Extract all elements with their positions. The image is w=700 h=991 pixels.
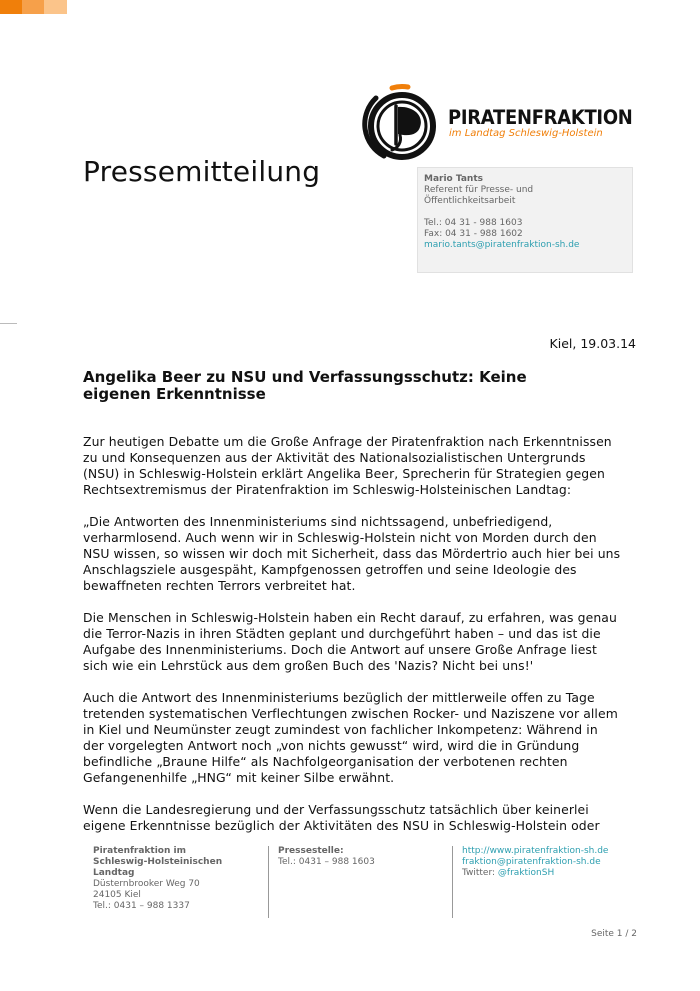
body-paragraph: „Die Antworten des Innenministeriums sind nichtssagend, unbefriedigend, verharmlosend. Auch wenn wir in Schleswig-Holstein nicht von Morden durch den NSU wissen, so wissen wir doch mit Sicherheit, dass das Mördertrio auch hier bei uns Anschlagsziele ausgespäht, Kampfgenossen getroffen und seine Ideologie des bewaffneten rechten Terrors verbreitet hat.: [83, 514, 621, 593]
pirate-sail-logo-icon: [362, 82, 442, 166]
logo-name: PIRATENFRAKTION: [448, 106, 633, 129]
footer-press-phone: Tel.: 0431 – 988 1603: [278, 857, 375, 867]
release-date: Kiel, 19.03.14: [549, 336, 636, 351]
press-contact-box: [417, 167, 633, 273]
footer-press-office: [268, 846, 450, 918]
contact-fax: Fax: 04 31 - 988 1602: [424, 229, 523, 239]
body-paragraph: Auch die Antwort des Innenministeriums bezüglich der mittlerweile offen zu Tage tretenden systematischen Verflechtungen zwischen Rocker- und Naziszene vor allem in Kiel und Neumünster zeugt zumindest von fachlicher Inkompetenz: Während in der vorgelegten Antwort noch „von nichts gewusst“ wird, wird die in Gründung befindliche „Braune Hilfe“ als Nachfolgeorganisation der verbotenen rechten Gefangenenhilfe „HNG“ mit keiner Silbe erwähnt.: [83, 690, 618, 785]
footer-address: [93, 846, 268, 918]
body-text: [83, 434, 643, 850]
contact-role: Referent für Presse- und: [424, 185, 534, 195]
corner-accent-bar: [0, 0, 22, 14]
fold-mark: [0, 323, 17, 324]
page-number: Seite 1 / 2: [591, 929, 637, 939]
headline-line: Angelika Beer zu NSU und Verfassungsschutz: Keine: [83, 368, 527, 386]
footer-org-phone: Tel.: 0431 – 988 1337: [93, 901, 190, 911]
contact-role: Öffentlichkeitsarbeit: [424, 196, 516, 206]
corner-accent-bar: [44, 0, 67, 14]
headline-line: eigenen Erkenntnisse: [83, 385, 266, 403]
footer-email-link[interactable]: fraktion@piratenfraktion-sh.de: [462, 857, 601, 867]
headline: [83, 369, 603, 403]
footer-org-name: Schleswig-Holsteinischen: [93, 857, 223, 867]
twitter-handle-link[interactable]: @fraktionSH: [497, 868, 555, 878]
footer-links: [452, 846, 647, 918]
footer-org-name: Piratenfraktion im: [93, 846, 186, 856]
document-type-title: Pressemitteilung: [83, 155, 321, 188]
logo-subtitle: im Landtag Schleswig-Holstein: [449, 128, 603, 139]
contact-name: Mario Tants: [424, 174, 483, 184]
contact-phone: Tel.: 04 31 - 988 1603: [424, 218, 523, 228]
body-paragraph: Zur heutigen Debatte um die Große Anfrage der Piratenfraktion nach Erkenntnissen zu und Konsequenzen aus der Aktivität des Nationalsozialistischen Untergrunds (NSU) in Schleswig-Holstein erklärt Angelika Beer, Sprecherin für Strategien gegen Rechtsextremismus der Piratenfraktion im Schleswig-Holsteinischen Landtag:: [83, 434, 612, 497]
contact-email-link[interactable]: mario.tants@piratenfraktion-sh.de: [424, 240, 580, 250]
footer-city: 24105 Kiel: [93, 890, 141, 900]
piratenfraktion-logo: [362, 82, 642, 172]
footer-press-label: Pressestelle:: [278, 846, 344, 856]
footer-website-link[interactable]: http://www.piratenfraktion-sh.de: [462, 846, 609, 856]
footer-street: Düsternbrooker Weg 70: [93, 879, 200, 889]
footer-org-name: Landtag: [93, 868, 135, 878]
twitter-label: Twitter:: [462, 868, 498, 878]
corner-accent-bar: [22, 0, 44, 14]
body-paragraph: Die Menschen in Schleswig-Holstein haben ein Recht darauf, zu erfahren, was genau die Terror-Nazis in ihren Städten geplant und durchgeführt haben – und das ist die Aufgabe des Innenministeriums. Doch die Antwort auf unsere Große Anfrage liest sich wie ein Lehrstück aus dem großen Buch des 'Nazis? Nicht bei uns!': [83, 610, 617, 673]
page-footer: [83, 846, 637, 918]
footer-twitter: [462, 868, 647, 879]
body-paragraph: Wenn die Landesregierung und der Verfassungsschutz tatsächlich über keinerlei eigene Erkenntnisse bezüglich der Aktivitäten des NSU in Schleswig-Holstein oder: [83, 802, 600, 833]
